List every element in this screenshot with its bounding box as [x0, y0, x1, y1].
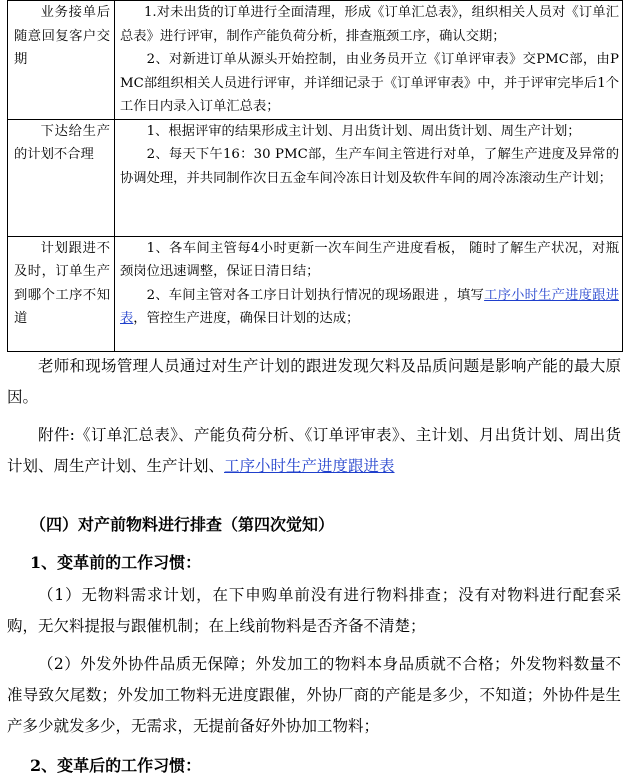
- progress-tracking-link[interactable]: 工序小时生产进度跟进表: [120, 287, 620, 326]
- measure-text-part: 2、车间主管对各工序日计划执行情况的现场跟进 ，填写: [146, 287, 485, 303]
- issue-label: 下达给生产的计划不合理: [14, 123, 110, 162]
- body-paragraph: （2）外发外协件品质无保障；外发加工的物料本身品质就不合格；外发物料数量不准导致欠尾数；外发加工物料无进度跟催，外协厂商的产能是多少，不知道；外协件是生产多少就发多少，无需求，无提前备好外协加工物料；: [7, 655, 621, 735]
- issue-cell: [8, 119, 115, 236]
- measure-cell: [115, 1, 623, 120]
- attachment-paragraph: [7, 420, 621, 482]
- table-row: [8, 1, 623, 120]
- measure-text: [120, 284, 619, 331]
- measure-text: 2、对新进订单从源头开始控制，由业务员开立《订单评审表》交PMC部，由PMC部组织相关人员进行评审，并详细记录于《订单评审表》中，并于评审完毕后1个工作日内录入订单汇总表；: [120, 52, 619, 114]
- measure-text: 1、根据评审的结果形成主计划、月出货计划、周出货计划、周生产计划；: [146, 123, 581, 139]
- section-heading: （四）对产前物料进行排查（第四次觉知）: [30, 515, 335, 534]
- table-row: [8, 119, 623, 236]
- attachment-list: 附件:《订单汇总表》、产能负荷分析、《订单评审表》、主计划、月出货计划、周出货计划、周生产计划、生产计划、: [7, 426, 621, 475]
- table-row: [8, 236, 623, 351]
- sub-heading: 2、变革后的工作习惯：: [30, 756, 202, 775]
- sub-heading: 1、变革前的工作习惯：: [30, 553, 202, 572]
- measure-text-part: ，管控生产进度，确保日计划的达成；: [133, 311, 360, 326]
- body-paragraph: 老师和现场管理人员通过对生产计划的跟进发现欠料及品质问题是影响产能的最大原因。: [7, 357, 621, 406]
- measure-text: 2、每天下午16：30 PMC部，生产车间主管进行对单，了解生产进度及异常的协调处理，并共同制作次日五金车间冷冻日计划及软件车间的周冷冻滚动生产计划；: [120, 147, 619, 186]
- plan-issue-table: [7, 0, 623, 352]
- measure-cell: [115, 119, 623, 236]
- body-paragraph: （1）无物料需求计划，在下申购单前没有进行物料排查；没有对物料进行配套采购，无欠料提报与跟催机制；在上线前物料是否齐备不清楚；: [7, 586, 621, 635]
- issue-cell: [8, 236, 115, 351]
- issue-cell: [8, 1, 115, 120]
- issue-label: 计划跟进不及时，订单生产到哪个工序不知道: [14, 240, 110, 326]
- measure-text: 1、各车间主管每4小时更新一次车间生产进度看板， 随时了解生产状况，对瓶颈岗位迅速调整，保证日清日结；: [120, 240, 619, 279]
- measure-text: 1.对未出货的订单进行全面清理，形成《订单汇总表》，组织相关人员对《订单汇总表》进行评审，制作产能负荷分析，排查瓶颈工序，确认交期；: [120, 5, 619, 44]
- issue-label: 业务接单后随意回复客户交期: [14, 5, 110, 67]
- measure-cell: [115, 236, 623, 351]
- attachment-link[interactable]: 工序小时生产进度跟进表: [224, 457, 395, 475]
